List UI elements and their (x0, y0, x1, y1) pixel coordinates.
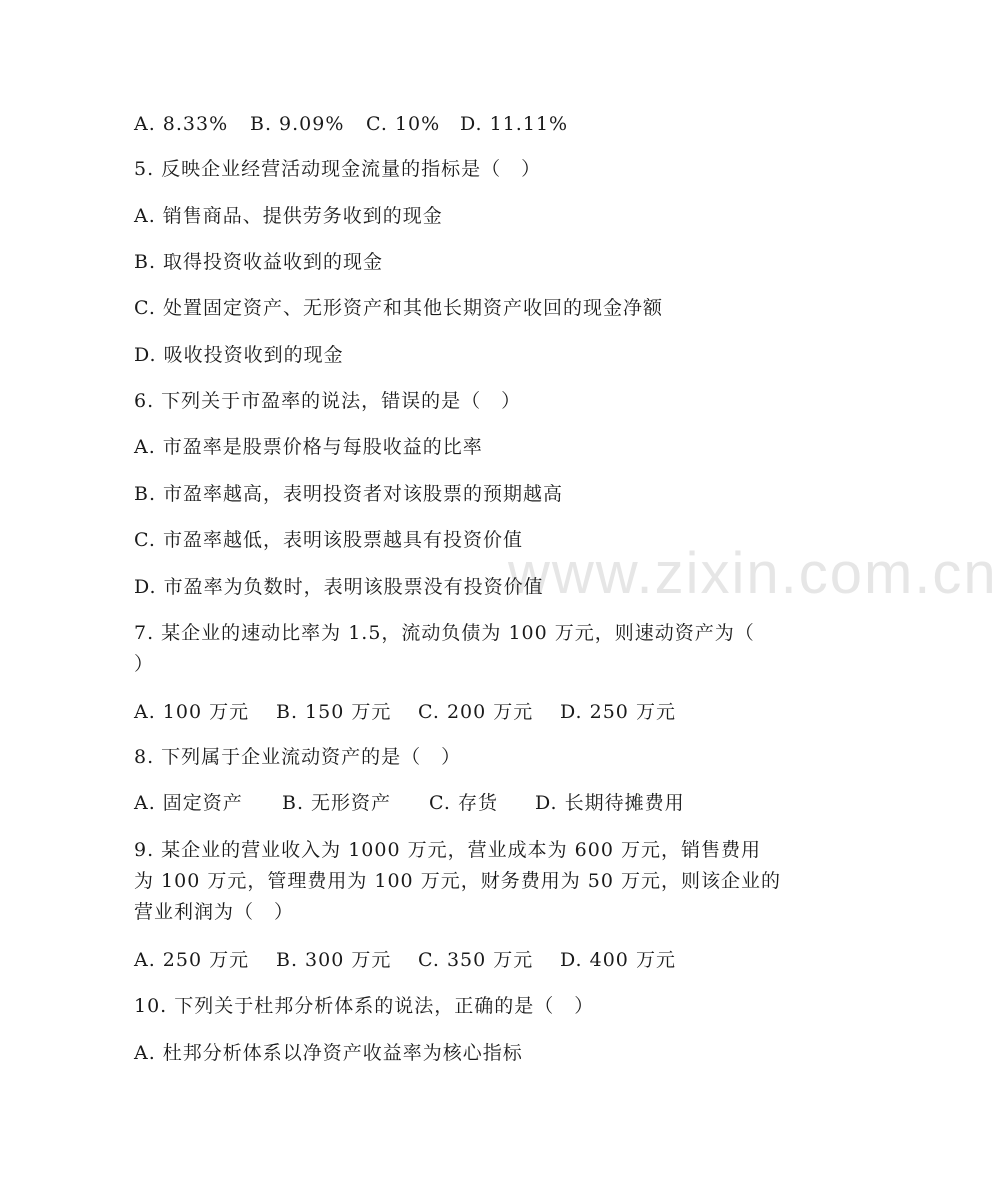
q9-option-b: B. 300 万元 (276, 949, 392, 971)
q8-stem: 8. 下列属于企业流动资产的是（ ） (134, 746, 462, 768)
q7-option-a: A. 100 万元 (134, 701, 250, 723)
watermark: www.zixin.com.cn (508, 541, 998, 606)
q4-option-b: B. 9.09% (250, 113, 345, 135)
q8-option-a: A. 固定资产 (134, 792, 243, 814)
q9-option-a: A. 250 万元 (134, 949, 250, 971)
q5-option-d: D. 吸收投资收到的现金 (134, 344, 344, 366)
q8-option-d: D. 长期待摊费用 (535, 792, 685, 814)
q10-option-a: A. 杜邦分析体系以净资产收益率为核心指标 (134, 1042, 523, 1064)
q7-stem-line1: 7. 某企业的速动比率为 1.5，流动负债为 100 万元，则速动资产为（ (134, 622, 755, 644)
q7-option-b: B. 150 万元 (276, 701, 392, 723)
q6-option-c: C. 市盈率越低，表明该股票越具有投资价值 (134, 529, 523, 551)
q4-option-c: C. 10% (366, 113, 441, 135)
q5-option-a: A. 销售商品、提供劳务收到的现金 (134, 205, 443, 227)
q6-option-d: D. 市盈率为负数时，表明该股票没有投资价值 (134, 576, 544, 598)
q7-option-d: D. 250 万元 (560, 701, 676, 723)
q8-option-b: B. 无形资产 (282, 792, 392, 814)
q9-stem-line3: 营业利润为（ ） (134, 901, 295, 923)
q4-option-d: D. 11.11% (460, 113, 569, 135)
q9-option-d: D. 400 万元 (560, 949, 676, 971)
q5-stem: 5. 反映企业经营活动现金流量的指标是（ ） (134, 158, 542, 180)
q10-stem: 10. 下列关于杜邦分析体系的说法，正确的是（ ） (134, 995, 595, 1017)
q5-option-b: B. 取得投资收益收到的现金 (134, 251, 384, 273)
q7-stem-line2: ） (134, 653, 155, 675)
q9-stem-line2: 为 100 万元，管理费用为 100 万元，财务费用为 50 万元，则该企业的 (134, 870, 781, 892)
q9-option-c: C. 350 万元 (418, 949, 534, 971)
q6-stem: 6. 下列关于市盈率的说法，错误的是（ ） (134, 390, 522, 412)
q6-option-a: A. 市盈率是股票价格与每股收益的比率 (134, 436, 483, 458)
q6-option-b: B. 市盈率越高，表明投资者对该股票的预期越高 (134, 483, 564, 505)
q7-option-c: C. 200 万元 (418, 701, 534, 723)
q8-option-c: C. 存货 (429, 792, 498, 814)
q9-stem-line1: 9. 某企业的营业收入为 1000 万元，营业成本为 600 万元，销售费用 (134, 839, 761, 861)
q4-option-a: A. 8.33% (134, 113, 229, 135)
q5-option-c: C. 处置固定资产、无形资产和其他长期资产收回的现金净额 (134, 297, 663, 319)
